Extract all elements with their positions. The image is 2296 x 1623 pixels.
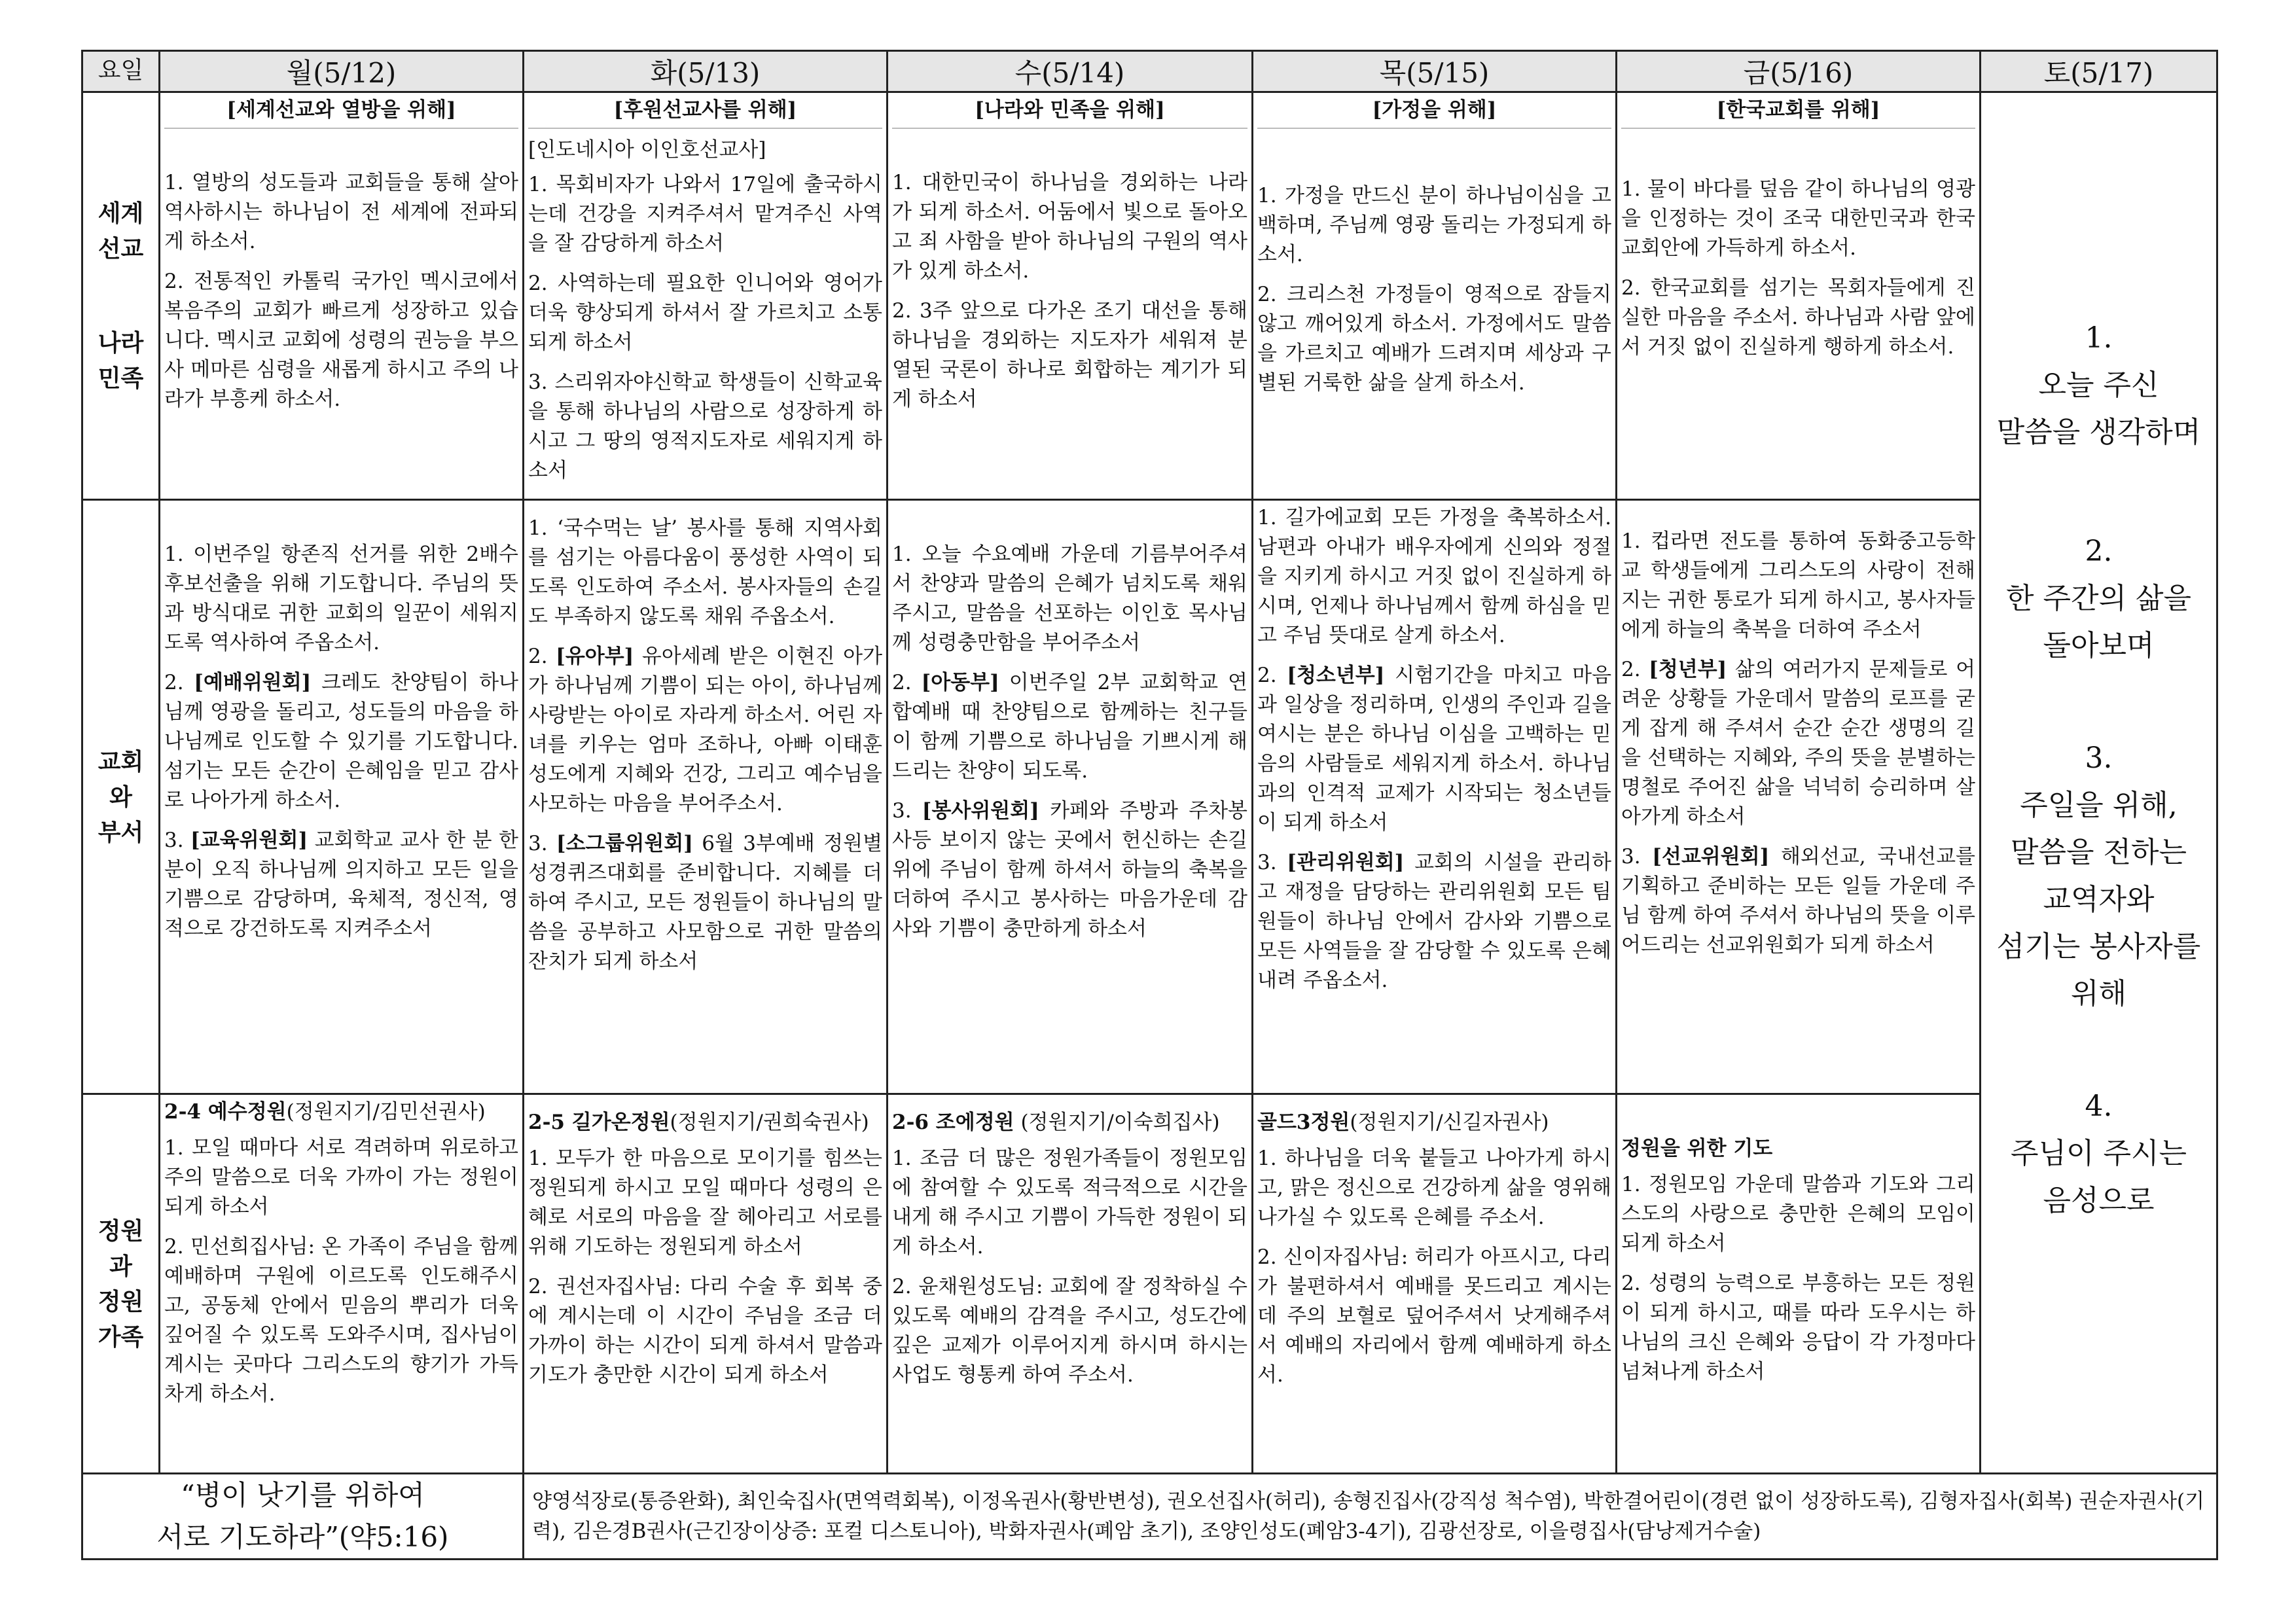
- dept-label: [청소년부]: [1287, 664, 1385, 687]
- header-yoil: 요일: [82, 51, 160, 92]
- family-wed: [888, 1094, 1253, 1474]
- item-text: 길가에교회 모든 가정을 축복하소서. 남편과 아내가 배우자에게 신의와 정절을 지키게 하시고 거짓 없이 진실하게 하시며, 언제나 하나님께서 함께 하심을 믿고 주님 뜻대로 살게 하소서.: [1257, 506, 1611, 647]
- dept-label: [관리위원회]: [1287, 851, 1405, 874]
- mission-theme: [한국교회를 위해]: [1621, 96, 1975, 129]
- item-text: 유아세례 받은 이현진 아가가 하나님께 기쁨이 되는 아이, 하나님께 사랑받는 아이로 자라게 하소서. 어린 자녀를 키우는 엄마 조하나, 아빠 이태훈 성도에게 지혜와 건강, 그리고 예수님을 사모하는 마음을 부어주소서.: [528, 645, 883, 815]
- header-day-sat: 토(5/17): [1981, 51, 2217, 92]
- prayer-item: 2. 한국교회를 섬기는 목회자들에게 진실한 마음을 주소서. 하나님과 사람 앞에서 거짓 없이 진실하게 행하게 하소서.: [1621, 276, 1975, 359]
- saturday-num: 4.: [2085, 1090, 2113, 1123]
- prayer-item: [892, 668, 1247, 786]
- prayer-item: 3. 스리위자야신학교 학생들이 신학교육을 통해 하나님의 사람으로 성장하게 하시고 그 땅의 영적지도자로 세워지게 하소서: [528, 370, 882, 482]
- item-text: 시험기간을 마치고 마음과 일상을 정리하며, 인생의 주인과 길을 여시는 분은 하나님 이심을 고백하는 믿음의 사람들로 세워지게 하소서. 하나님과의 인격적 교제가 시작되는 청소년들이 되게 하소서: [1257, 664, 1612, 834]
- item-num: 2.: [1257, 664, 1277, 687]
- item-num: 2.: [164, 671, 184, 694]
- item-num: 2.: [528, 645, 548, 668]
- item-text: 이번주일 2부 교회학교 연합예배 때 찬양팀으로 함께하는 친구들이 함께 기쁨으로 하나님을 기쁘시게 해드리는 찬양이 되도록.: [892, 671, 1248, 783]
- prayer-item: 2. 크리스천 가정들이 영적으로 잠들지 않고 깨어있게 하소서. 가정에서도 말씀을 가르치고 예배가 드려지며 세상과 구별된 거룩한 삶을 살게 하소서.: [1257, 283, 1611, 395]
- item-num: 3.: [1621, 845, 1641, 868]
- church-wed: [888, 500, 1253, 1094]
- header-row: [82, 51, 2217, 92]
- missionary-name: [인도네시아 이인호선교사]: [528, 138, 766, 162]
- mission-theme: [가정을 위해]: [1257, 96, 1611, 129]
- prayer-item: [164, 540, 518, 658]
- family-mon: [160, 1094, 524, 1474]
- item-text: 6월 3부예배 정원별 성경퀴즈대회를 준비합니다. 지혜를 더하여 주시고, 모든 정원들이 하나님의 말씀을 공부하고 사모함으로 귀한 말씀의 잔치가 되게 하소서: [528, 832, 883, 973]
- prayer-item: 2. 성령의 능력으로 부흥하는 모든 정원이 되게 하시고, 때를 따라 도우시는 하나님의 크신 은혜와 응답이 각 가정마다 넘쳐나게 하소서: [1621, 1272, 1975, 1383]
- prayer-item: 1. 조금 더 많은 정원가족들이 정원모임에 참여할 수 있도록 적극적으로 시간을 내게 해 주시고 기쁨이 가득한 정원이 되게 하소서.: [892, 1147, 1247, 1258]
- prayer-item: [528, 514, 882, 632]
- item-text: 컵라면 전도를 통하여 동화중고등학교 학생들에게 그리스도의 사랑이 전해지는 귀한 통로가 되게 하시고, 봉사자들에게 하늘의 축복을 더하여 주소서: [1621, 529, 1975, 641]
- dept-label: [유아부]: [556, 645, 634, 668]
- prayer-item: 1. 가정을 만드신 분이 하나님이심을 고백하며, 주님께 영광 돌리는 가정되게 하소서.: [1257, 184, 1611, 266]
- header-day-fri: 금(5/16): [1617, 51, 1981, 92]
- dept-label: [아동부]: [921, 671, 999, 694]
- item-num: 3.: [528, 832, 548, 855]
- mission-theme: [나라와 민족을 위해]: [892, 96, 1247, 129]
- row-label-church: 교회 와 부서: [82, 500, 160, 1094]
- mission-wed: [888, 92, 1253, 500]
- garden-keeper: (정원지기/김민선권사): [286, 1100, 486, 1124]
- item-text: 교회학교 교사 한 분 한 분이 오직 하나님께 의지하고 모든 일을 기쁨으로 감당하며, 육체적, 정신적, 영적으로 강건하도록 지켜주소서: [164, 829, 518, 940]
- family-row: [82, 1094, 2217, 1474]
- item-num: 1.: [892, 543, 912, 566]
- garden-heading: [892, 1108, 1247, 1137]
- item-text: 크레도 찬양팀이 하나님께 영광을 돌리고, 성도들의 마음을 하나님께로 인도할 수 있기를 기도합니다. 섬기는 모든 순간이 은혜임을 믿고 감사로 나아가게 하소서.: [164, 671, 518, 812]
- church-mon: [160, 500, 524, 1094]
- garden-title: 2-6 조에정원: [892, 1111, 1014, 1134]
- saturday-item-3: [1981, 735, 2216, 1018]
- prayer-item: 1. 목회비자가 나와서 17일에 출국하시는데 건강을 지켜주셔서 맡겨주신 사역을 잘 감당하게 하소서: [528, 173, 882, 255]
- prayer-item: 1. 하나님을 더욱 붙들고 나아가게 하시고, 맑은 정신으로 건강하게 삶을 영위해 나가실 수 있도록 은혜를 주소서.: [1257, 1147, 1611, 1229]
- prayer-item: [1257, 848, 1611, 995]
- footer-row: [82, 1474, 2217, 1560]
- prayer-item: [1621, 655, 1975, 832]
- item-text: 교회의 시설을 관리하고 재정을 담당하는 관리위원회 모든 팀원들이 하나님 안에서 감사와 기쁨으로 모든 사역들을 잘 감당할 수 있도록 은혜 내려 주옵소서.: [1257, 851, 1611, 992]
- saturday-num: 3.: [2085, 741, 2113, 775]
- dept-label: [예배위원회]: [194, 671, 312, 694]
- prayer-item: 1. 물이 바다를 덮음 같이 하나님의 영광을 인정하는 것이 조국 대한민국과 한국교회안에 가득하게 하소서.: [1621, 177, 1975, 260]
- saturday-item-2: [1981, 528, 2216, 669]
- row-label-mission: [82, 92, 160, 500]
- saturday-text: 주일을 위해, 말씀을 전하는 교역자와 섬기는 봉사자를 위해: [1996, 789, 2201, 1010]
- item-num: 1.: [1257, 506, 1277, 529]
- row-label-family: 정원 과 정원 가족: [82, 1094, 160, 1474]
- family-thu: [1253, 1094, 1617, 1474]
- prayer-item: [892, 796, 1247, 944]
- mission-fri: [1617, 92, 1981, 500]
- prayer-item: 1. 대한민국이 하나님을 경외하는 나라가 되게 하소서. 어둠에서 빛으로 돌아오고 죄 사함을 받아 하나님의 구원의 역사가 있게 하소서.: [892, 171, 1247, 283]
- garden-keeper: (정원지기/권희숙권사): [670, 1111, 869, 1134]
- prayer-item: 2. 3주 앞으로 다가온 조기 대선을 통해 하나님을 경외하는 지도자가 세워져 분열된 국론이 하나로 회합하는 계기가 되게 하소서: [892, 299, 1247, 411]
- prayer-item: 1. 열방의 성도들과 교회들을 통해 살아 역사하시는 하나님이 전 세계에 전파되게 하소서.: [164, 171, 518, 253]
- header-day-mon: 월(5/12): [160, 51, 524, 92]
- prayer-item: [1257, 661, 1611, 838]
- prayer-item: 2. 사역하는데 필요한 인니어와 영어가 더욱 향상되게 하셔서 잘 가르치고 소통되게 하소서: [528, 272, 882, 354]
- garden-keeper: (정원지기/이숙희집사): [1014, 1111, 1220, 1134]
- saturday-text: 한 주간의 삶을 돌아보며: [2006, 582, 2191, 662]
- prayer-item: 2. 권선자집사님: 다리 수술 후 회복 중에 계시는데 이 시간이 주님을 조금 더 가까이 하는 시간이 되게 하셔서 말씀과 기도가 충만한 시간이 되게 하소서: [528, 1275, 882, 1387]
- mission-mon: [160, 92, 524, 500]
- prayer-item: [1621, 842, 1975, 960]
- prayer-table: [81, 50, 2218, 1560]
- garden-heading: [528, 1108, 882, 1137]
- prayer-item: 1. 정원모임 가운데 말씀과 기도와 그리스도의 사랑으로 충만한 은혜의 모임이 되게 하소서: [1621, 1173, 1975, 1255]
- prayer-item: 2. 신이자집사님: 허리가 아프시고, 다리가 불편하셔서 예배를 못드리고 계시는데 주의 보혈로 덮어주셔서 낫게해주셔서 예배의 자리에서 함께 예배하게 하소서.: [1257, 1245, 1611, 1387]
- item-text: 삶의 여러가지 문제들로 어려운 상황들 가운데서 말씀의 로프를 굳게 잡게 해 주셔서 순간 순간 생명의 길을 선택하는 지혜와, 주의 뜻을 분별하는 명철로 주어진 삶을 넉넉히 승리하며 살아가게 하소서: [1621, 658, 1976, 829]
- row-label-mission-a: 세계 선교: [98, 200, 144, 262]
- saturday-text: 오늘 주신 말씀을 생각하며: [1996, 368, 2201, 449]
- item-text: ‘국수먹는 날’ 봉사를 통해 지역사회를 섬기는 아름다움이 풍성한 사역이 되도록 인도하여 주소서. 봉사자들의 손길도 부족하지 않도록 채워 주옵소서.: [528, 516, 882, 628]
- mission-row: [82, 92, 2217, 500]
- church-fri: [1617, 500, 1981, 1094]
- saturday-num: 2.: [2085, 535, 2113, 568]
- mission-tue: [524, 92, 888, 500]
- item-text: 카페와 주방과 주차봉사등 보이지 않는 곳에서 헌신하는 손길 위에 주님이 함께 하셔서 하늘의 축복을 더하여 주시고 봉사하는 마음가운데 감사와 기쁨이 충만하게 하소서: [892, 799, 1247, 940]
- item-num: 2.: [1621, 658, 1641, 681]
- prayer-item: [892, 540, 1247, 658]
- row-label-mission-b: 나라 민족: [98, 329, 144, 392]
- dept-label: [선교위원회]: [1652, 845, 1770, 868]
- item-text: 해외선교, 국내선교를 기획하고 준비하는 모든 일들 가운데 주님 함께 하여 주셔서 하나님의 뜻을 이루어드리는 선교위원회가 되게 하소서: [1621, 845, 1975, 957]
- header-day-tue: 화(5/13): [524, 51, 888, 92]
- garden-heading: [1257, 1108, 1611, 1137]
- church-row: [82, 500, 2217, 1094]
- sick-prayer-list: 양영석장로(통증완화), 최인숙집사(면역력회복), 이정옥권사(황반변성), 권오선집사(허리), 송형진집사(강직성 척수염), 박한결어린이(경련 없이 성장하도록), 김형자집사(회복) 권순자권사(기력), 김은경B권사(근긴장이상증: 포컬 디스토니아), 박화자권사(폐암 초기), 조양인성도(폐암3-4기), 김광선장로, 이을령집사(담낭제거수술): [524, 1474, 2217, 1560]
- dept-label: [교육위원회]: [190, 829, 308, 852]
- item-num: 1.: [1621, 529, 1641, 553]
- saturday-item-1: [1981, 315, 2216, 456]
- prayer-item: [528, 829, 882, 976]
- mission-theme: [후원선교사를 위해]: [528, 96, 882, 129]
- prayer-item: [164, 826, 518, 944]
- garden-title: 2-5 길가온정원: [528, 1111, 670, 1134]
- prayer-item: 1. 모일 때마다 서로 격려하며 위로하고 주의 말씀으로 더욱 가까이 가는 정원이 되게 하소서: [164, 1136, 518, 1219]
- item-num: 3.: [164, 829, 184, 852]
- mission-theme: [세계선교와 열방을 위해]: [164, 96, 518, 129]
- prayer-item: [1621, 527, 1975, 645]
- dept-label: [청년부]: [1649, 658, 1727, 681]
- prayer-item: [164, 668, 518, 815]
- item-text: 오늘 수요예배 가운데 기름부어주셔서 찬양과 말씀의 은혜가 넘치도록 채워 주시고, 말씀을 선포하는 이인호 목사님께 성령충만함을 부어주소서: [892, 543, 1247, 654]
- item-num: 1.: [164, 543, 184, 566]
- saturday-num: 1.: [2085, 321, 2113, 355]
- prayer-item: 2. 윤채원성도님: 교회에 잘 정착하실 수 있도록 예배의 감격을 주시고, 성도간에 깊은 교제가 이루어지게 하시며 하시는 사업도 형통케 하여 주소서.: [892, 1275, 1247, 1387]
- bible-verse: “병이 낫기를 위하여 서로 기도하라”(약5:16): [82, 1474, 524, 1560]
- saturday-cell: [1981, 92, 2217, 1474]
- prayer-item: 1. 모두가 한 마음으로 모이기를 힘쓰는 정원되게 하시고 모일 때마다 성령의 은혜로 서로의 마음을 잘 헤아리고 서로를 위해 기도하는 정원되게 하소서: [528, 1147, 882, 1258]
- item-num: 3.: [892, 799, 912, 823]
- dept-label: [소그룹위원회]: [556, 832, 693, 855]
- garden-title: 2-4 예수정원: [164, 1100, 287, 1124]
- item-text: 이번주일 항존직 선거를 위한 2배수 후보선출을 위해 기도합니다. 주님의 뜻과 방식대로 귀한 교회의 일꾼이 세워지도록 역사하여 주옵소서.: [164, 543, 518, 654]
- prayer-item: 2. 전통적인 카톨릭 국가인 멕시코에서 복음주의 교회가 빠르게 성장하고 있습니다. 멕시코 교회에 성령의 권능을 부으사 메마른 심령을 새롭게 하시고 주의 나라가 부흥케 하소서.: [164, 270, 518, 411]
- item-num: 3.: [1257, 851, 1277, 874]
- garden-title: 정원을 위한 기도: [1621, 1137, 1773, 1160]
- church-thu: [1253, 500, 1617, 1094]
- item-num: 2.: [892, 671, 912, 694]
- garden-heading: [164, 1097, 518, 1127]
- garden-heading: [1621, 1134, 1975, 1164]
- saturday-text: 주님이 주시는 음성으로: [2010, 1137, 2187, 1217]
- mission-thu: [1253, 92, 1617, 500]
- header-day-thu: 목(5/15): [1253, 51, 1617, 92]
- family-tue: [524, 1094, 888, 1474]
- prayer-item: [528, 642, 882, 819]
- garden-title: 골드3정원: [1257, 1111, 1350, 1134]
- saturday-item-4: [1981, 1083, 2216, 1224]
- dept-label: [봉사위원회]: [922, 799, 1039, 823]
- family-fri: [1617, 1094, 1981, 1474]
- header-day-wed: 수(5/14): [888, 51, 1253, 92]
- prayer-item: 2. 민선희집사님: 온 가족이 주님을 함께 예배하며 구원에 이르도록 인도해주시고, 공동체 안에서 믿음의 뿌리가 더욱 깊어질 수 있도록 도와주시며, 집사님이 계시는 곳마다 그리스도의 향기가 가득차게 하소서.: [164, 1235, 518, 1406]
- garden-keeper: (정원지기/신길자권사): [1350, 1111, 1549, 1134]
- item-num: 1.: [528, 516, 548, 540]
- prayer-item: [1257, 503, 1611, 651]
- church-tue: [524, 500, 888, 1094]
